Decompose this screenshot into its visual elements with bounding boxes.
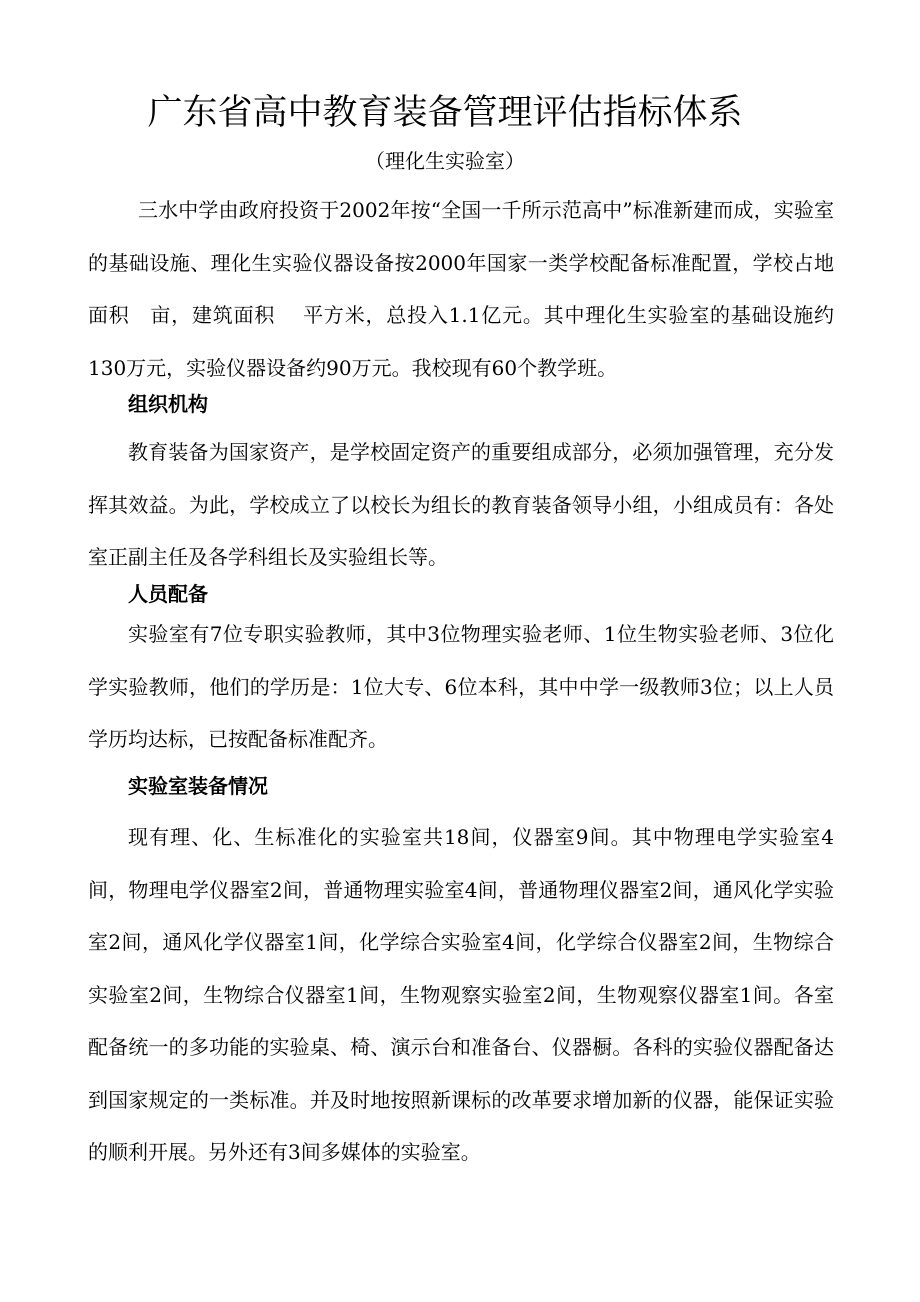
section-paragraph-lab-equipment: 现有理、化、生标准化的实验室共18间，仪器室9间。其中物理电学实验室4间，物理电学仪器室2间，普通物理实验室4间，普通物理仪器室2间，通风化学实验室2间，通风化学仪器室1间，化学综合实验室4间，化学综合仪器室2间，生物综合实验室2间，生物综合仪器室1间，生物观察实验室2间，生物观察仪器室1间。各室配备统一的多功能的实验桌、椅、演示台和准备台、仪器橱。各科的实验仪器配备达到国家规定的一类标准。并及时地按照新课标的改革要求增加新的仪器，能保证实验的顺利开展。另外还有3间多媒体的实验室。	[88, 825, 834, 1164]
section-heading-organization: 组织机构	[128, 392, 208, 416]
section-paragraph-organization: 教育装备为国家资产，是学校固定资产的重要组成部分，必须加强管理，充分发挥其效益。为此，学校成立了以校长为组长的教育装备领导小组，小组成员有：各处室正副主任及各学科组长及实验组长等。	[88, 440, 834, 569]
document-title: 广东省高中教育装备管理评估指标体系	[147, 93, 743, 133]
intro-paragraph: 三水中学由政府投资于2002年按“全国一千所示范高中”标准新建而成，实验室的基础设施、理化生实验仪器设备按2000年国家一类学校配备标准配置，学校占地面积 亩，建筑面积 平方米，总投入1.1亿元。其中理化生实验室的基础设施约130万元，实验仪器设备约90万元。我校现有60个教学班。	[88, 198, 834, 380]
section-heading-lab-equipment: 实验室装备情况	[128, 774, 268, 798]
document-subtitle: （理化生实验室）	[365, 149, 525, 173]
section-paragraph-staffing: 实验室有7位专职实验教师，其中3位物理实验老师、1位生物实验老师、3位化学实验教师，他们的学历是：1位大专、6位本科，其中中学一级教师3位；以上人员学历均达标，已按配备标准配齐。	[88, 622, 834, 751]
section-heading-staffing: 人员配备	[128, 582, 208, 606]
